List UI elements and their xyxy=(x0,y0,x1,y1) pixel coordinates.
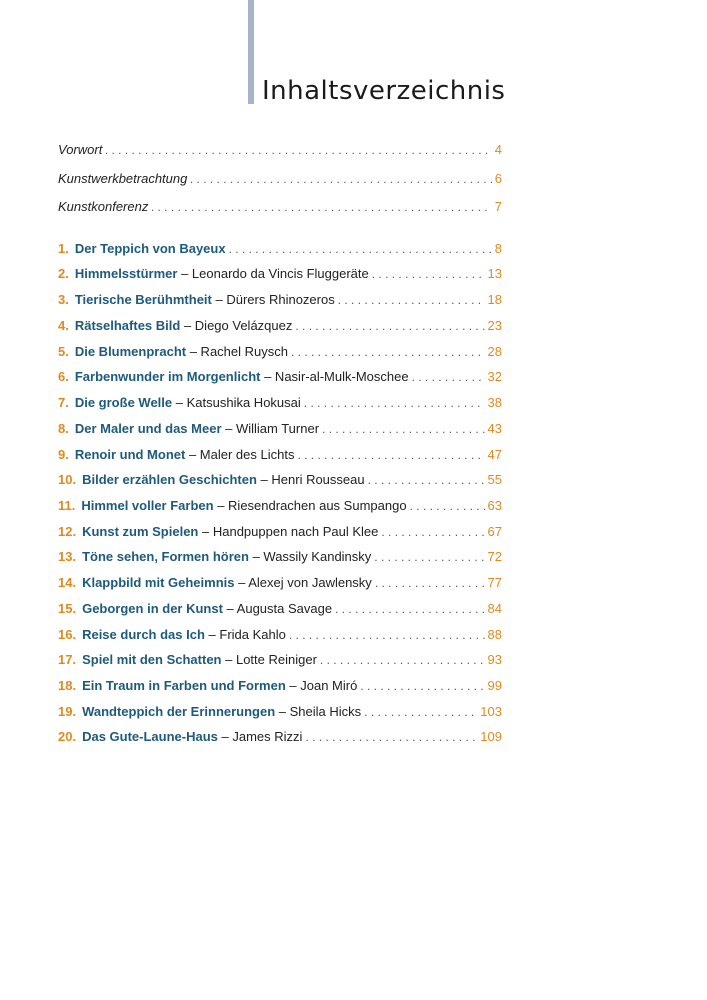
dot-leader xyxy=(190,170,491,188)
dot-leader xyxy=(304,394,485,412)
toc-page-number: 47 xyxy=(487,447,502,462)
toc-entry-title: Kunst zum Spielen xyxy=(82,524,199,539)
toc-entry-subtitle: – Sheila Hicks xyxy=(278,704,362,719)
toc-entry-title: Der Maler und das Meer xyxy=(74,421,222,436)
toc-page-number: 43 xyxy=(487,421,502,436)
dot-leader xyxy=(374,548,484,566)
toc-entry-number: 11. xyxy=(58,498,76,513)
toc-entry-title: Tierische Berühmtheit xyxy=(74,292,212,307)
toc-entry-subtitle: – Maler des Lichts xyxy=(188,447,295,462)
toc-page-number: 13 xyxy=(487,266,502,281)
toc-entry-title: Farbenwunder im Morgenlicht xyxy=(74,369,261,384)
toc-entry-subtitle: – Lotte Reiniger xyxy=(225,652,317,667)
toc-entry-title: Himmelsstürmer xyxy=(74,266,178,281)
toc-entry[interactable] xyxy=(58,548,502,566)
toc-entry-subtitle: – Joan Miró xyxy=(289,678,358,693)
toc-entry-subtitle: – Dürers Rhinozeros xyxy=(215,292,335,307)
toc-entry-title: Rätselhaftes Bild xyxy=(74,318,181,333)
toc-page-number: 67 xyxy=(487,524,502,539)
accent-bar xyxy=(248,0,254,104)
toc-page-number: 84 xyxy=(487,601,502,616)
dot-leader xyxy=(305,728,477,746)
toc-entry-number: 8. xyxy=(58,421,69,436)
toc-entry-number: 12. xyxy=(58,524,77,539)
toc-entry-subtitle: – Nasir-al-Mulk-Moschee xyxy=(264,369,409,384)
toc-page-number: 28 xyxy=(487,344,502,359)
toc-page-number: 77 xyxy=(487,575,502,590)
dot-leader xyxy=(295,317,484,335)
toc-front-title: Kunstkonferenz xyxy=(58,199,149,214)
toc-entry[interactable] xyxy=(58,240,502,258)
dot-leader xyxy=(372,265,485,283)
toc-page-number: 4 xyxy=(494,142,502,157)
toc-entry-subtitle: – Katsushika Hokusai xyxy=(175,395,301,410)
toc-page-number: 7 xyxy=(494,199,502,214)
toc-entry-number: 19. xyxy=(58,704,77,719)
toc-entry-subtitle: – Augusta Savage xyxy=(226,601,333,616)
toc-front-item[interactable] xyxy=(58,198,502,216)
dot-leader xyxy=(322,420,484,438)
toc-entry-number: 7. xyxy=(58,395,69,410)
toc-entry-subtitle: – Riesendrachen aus Sumpango xyxy=(217,498,407,513)
toc-entry-number: 20. xyxy=(58,729,77,744)
toc-entry-title: Geborgen in der Kunst xyxy=(82,601,223,616)
toc-entry[interactable] xyxy=(58,471,502,489)
toc-entry-subtitle: – Henri Rousseau xyxy=(260,472,365,487)
toc-page-number: 63 xyxy=(487,498,502,513)
toc-entry-title: Die Blumenpracht xyxy=(74,344,187,359)
toc-entry-title: Töne sehen, Formen hören xyxy=(82,549,249,564)
toc-entry-number: 4. xyxy=(58,318,69,333)
toc-entry[interactable] xyxy=(58,523,502,541)
toc-entry-title: Reise durch das Ich xyxy=(82,627,205,642)
toc-page-number: 72 xyxy=(487,549,502,564)
toc-entry-number: 16. xyxy=(58,627,77,642)
toc-entry[interactable] xyxy=(58,651,502,669)
toc-entry-subtitle: – Leonardo da Vincis Fluggeräte xyxy=(181,266,369,281)
dot-leader xyxy=(289,626,485,644)
toc-entry-number: 6. xyxy=(58,369,69,384)
dot-leader xyxy=(375,574,485,592)
toc-entry[interactable] xyxy=(58,574,502,592)
toc-entry-title: Klappbild mit Geheimnis xyxy=(82,575,235,590)
toc-entry-subtitle: – Frida Kahlo xyxy=(208,627,286,642)
toc-front-title: Kunstwerkbetrachtung xyxy=(58,171,188,186)
toc-entry[interactable] xyxy=(58,497,502,515)
dot-leader xyxy=(364,703,477,721)
toc-entry-number: 3. xyxy=(58,292,69,307)
toc-page-number: 8 xyxy=(494,241,502,256)
dot-leader xyxy=(320,651,485,669)
toc-front-title: Vorwort xyxy=(58,142,103,157)
toc-entry-number: 13. xyxy=(58,549,77,564)
toc-page-number: 93 xyxy=(487,652,502,667)
toc-entry[interactable] xyxy=(58,600,502,618)
toc-page-number: 99 xyxy=(487,678,502,693)
toc-entry-number: 17. xyxy=(58,652,77,667)
toc-front-item[interactable] xyxy=(58,141,502,159)
toc-page-number: 18 xyxy=(487,292,502,307)
toc-page-number: 23 xyxy=(487,318,502,333)
toc-page-number: 103 xyxy=(480,704,502,719)
toc-entry[interactable] xyxy=(58,703,502,721)
toc-entry-subtitle: – James Rizzi xyxy=(221,729,303,744)
dot-leader xyxy=(338,291,485,309)
toc-entry-subtitle: – Alexej von Jawlensky xyxy=(238,575,372,590)
dot-leader xyxy=(410,497,485,515)
toc-page-number: 109 xyxy=(480,729,502,744)
toc-entry[interactable] xyxy=(58,368,502,386)
dot-leader xyxy=(381,523,484,541)
toc-entry[interactable] xyxy=(58,420,502,438)
toc-entry-number: 15. xyxy=(58,601,77,616)
toc-entry[interactable] xyxy=(58,677,502,695)
toc-page-number: 38 xyxy=(487,395,502,410)
toc-entry-subtitle: – Wassily Kandinsky xyxy=(252,549,372,564)
toc-entry-subtitle: – Rachel Ruysch xyxy=(189,344,288,359)
toc-entry-title: Renoir und Monet xyxy=(74,447,186,462)
dot-leader xyxy=(360,677,484,695)
dot-leader xyxy=(412,368,485,386)
toc-entry[interactable] xyxy=(58,446,502,464)
toc-entry-subtitle: – William Turner xyxy=(225,421,320,436)
toc-entry-title: Der Teppich von Bayeux xyxy=(74,241,226,256)
toc-entry[interactable] xyxy=(58,626,502,644)
toc-entry-number: 2. xyxy=(58,266,69,281)
dot-leader xyxy=(151,198,491,216)
toc-entry-title: Die große Welle xyxy=(74,395,173,410)
toc-front-item[interactable] xyxy=(58,170,502,188)
toc-entry-title: Das Gute-Laune-Haus xyxy=(82,729,218,744)
page-title: Inhaltsverzeichnis xyxy=(262,76,506,106)
toc-entry-subtitle: – Diego Velázquez xyxy=(183,318,293,333)
toc-entry-number: 10. xyxy=(58,472,77,487)
dot-leader xyxy=(368,471,485,489)
dot-leader xyxy=(297,446,484,464)
toc-entry[interactable] xyxy=(58,343,502,361)
toc-entry[interactable] xyxy=(58,394,502,412)
dot-leader xyxy=(105,141,491,159)
toc-entry[interactable] xyxy=(58,291,502,309)
toc-entry-subtitle: – Handpuppen nach Paul Klee xyxy=(202,524,379,539)
toc-entry-title: Ein Traum in Farben und Formen xyxy=(82,678,286,693)
toc-page-number: 88 xyxy=(487,627,502,642)
toc-entry[interactable] xyxy=(58,728,502,746)
toc-entry-number: 18. xyxy=(58,678,77,693)
toc-entry-title: Spiel mit den Schatten xyxy=(82,652,222,667)
toc-entry-title: Wandteppich der Erinnerungen xyxy=(82,704,276,719)
toc-entry-title: Bilder erzählen Geschichten xyxy=(82,472,257,487)
toc-entry[interactable] xyxy=(58,265,502,283)
dot-leader xyxy=(291,343,485,361)
toc-page-number: 6 xyxy=(494,171,502,186)
toc-page-number: 55 xyxy=(487,472,502,487)
toc-entry-number: 9. xyxy=(58,447,69,462)
toc-entry-title: Himmel voller Farben xyxy=(81,498,214,513)
toc-page-number: 32 xyxy=(487,369,502,384)
dot-leader xyxy=(335,600,484,618)
toc-entry-number: 1. xyxy=(58,241,69,256)
toc-entry[interactable] xyxy=(58,317,502,335)
toc-entry-number: 5. xyxy=(58,344,69,359)
dot-leader xyxy=(229,240,492,258)
toc-entry-number: 14. xyxy=(58,575,77,590)
